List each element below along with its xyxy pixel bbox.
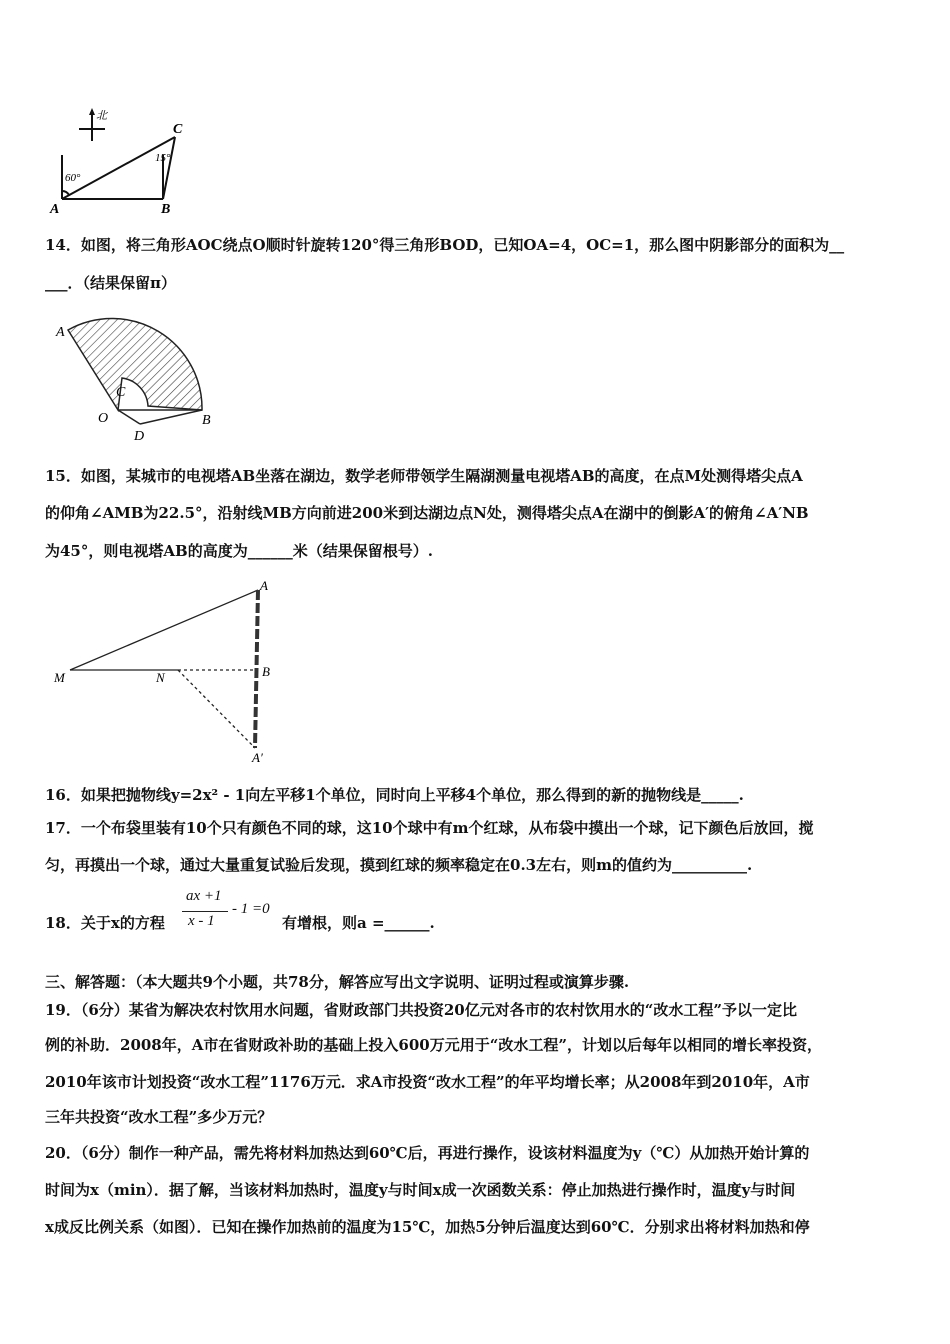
point-label: N xyxy=(156,670,165,685)
question-19-line-2: 例的补助．2008年，A市在省财政补助的基础上投入600万元用于“改水工程”，计划以后每年以相同的增长率投资， xyxy=(45,1036,822,1054)
fraction-numerator: ax +1 xyxy=(186,888,222,904)
question-17-line-2: 匀，再摸出一个球，通过大量重复试验后发现，摸到红球的频率稳定在0.3左右，则m的值约为__________. xyxy=(45,856,753,874)
point-label: A′ xyxy=(252,750,263,765)
figure-north-triangle xyxy=(45,105,205,220)
north-label: 北 xyxy=(96,110,107,122)
fraction-denominator: x - 1 xyxy=(188,913,215,929)
section-3-title: 三、解答题：（本大题共9个小题，共78分，解答应写出文字说明、证明过程或演算步骤. xyxy=(45,973,630,991)
question-16: 16．如果把抛物线y=2x² - 1向左平移1个单位，同时向上平移4个单位，那么得到的新的抛物线是_____. xyxy=(45,786,744,804)
figure-tv-tower xyxy=(50,578,290,768)
question-18-prefix: 18．关于x的方程 xyxy=(45,914,165,932)
question-14-line-2: ___．（结果保留π） xyxy=(45,274,176,292)
point-label: C xyxy=(116,385,126,400)
question-15-line-1: 15．如图，某城市的电视塔AB坐落在湖边，数学老师带领学生隔湖测量电视塔AB的高度，在点M处测得塔尖点A xyxy=(45,467,803,485)
point-label: B xyxy=(202,413,211,428)
equation-rest: - 1 =0 xyxy=(232,901,270,917)
question-20-line-3: x成反比例关系（如图）．已知在操作加热前的温度为15℃，加热5分钟后温度达到60℃．分别求出将材料加热和停 xyxy=(45,1218,810,1236)
question-15-line-2: 的仰角∠AMB为22.5°，沿射线MB方向前进200米到达湖边点N处，测得塔尖点A在湖中的倒影A′的俯角∠A′NB xyxy=(45,504,809,522)
point-label: D xyxy=(134,429,145,444)
angle-label: 15° xyxy=(155,152,171,164)
point-label: B xyxy=(161,202,171,217)
question-15-line-3: 为45°，则电视塔AB的高度为______米（结果保留根号）. xyxy=(45,542,433,560)
point-label: C xyxy=(173,122,183,137)
point-label: A xyxy=(56,325,65,340)
question-20-line-1: 20．（6分）制作一种产品，需先将材料加热达到60℃后，再进行操作，设该材料温度为y（℃）从加热开始计算的 xyxy=(45,1144,810,1162)
question-14-line-1: 14．如图，将三角形AOC绕点O顺时针旋转120°得三角形BOD，已知OA=4，OC=1，那么图中阴影部分的面积为__ xyxy=(45,236,845,254)
point-label: B xyxy=(262,664,270,679)
question-17-line-1: 17．一个布袋里装有10个只有颜色不同的球，这10个球中有m个红球，从布袋中摸出一个球，记下颜色后放回，搅 xyxy=(45,819,814,837)
question-19-line-4: 三年共投资“改水工程”多少万元？ xyxy=(45,1108,273,1126)
angle-label: 60° xyxy=(65,172,81,184)
point-label: A xyxy=(260,578,268,593)
point-label: A xyxy=(50,202,60,217)
point-label: M xyxy=(54,670,65,685)
question-19-line-1: 19．（6分）某省为解决农村饮用水问题，省财政部门共投资20亿元对各市的农村饮用水的“改水工程”予以一定比 xyxy=(45,1001,797,1019)
question-20-line-2: 时间为x（min）．据了解，当该材料加热时，温度y与时间x成一次函数关系：停止加热进行操作时，温度y与时间 xyxy=(45,1181,796,1199)
fraction-bar xyxy=(182,911,228,912)
point-label: O xyxy=(98,411,109,426)
question-18-suffix: 有增根，则a =______. xyxy=(282,914,435,932)
figure-rotation-sector xyxy=(50,310,220,445)
question-19-line-3: 2010年该市计划投资“改水工程”1176万元．求A市投资“改水工程”的年平均增长率；从2008年到2010年，A市 xyxy=(45,1073,810,1091)
